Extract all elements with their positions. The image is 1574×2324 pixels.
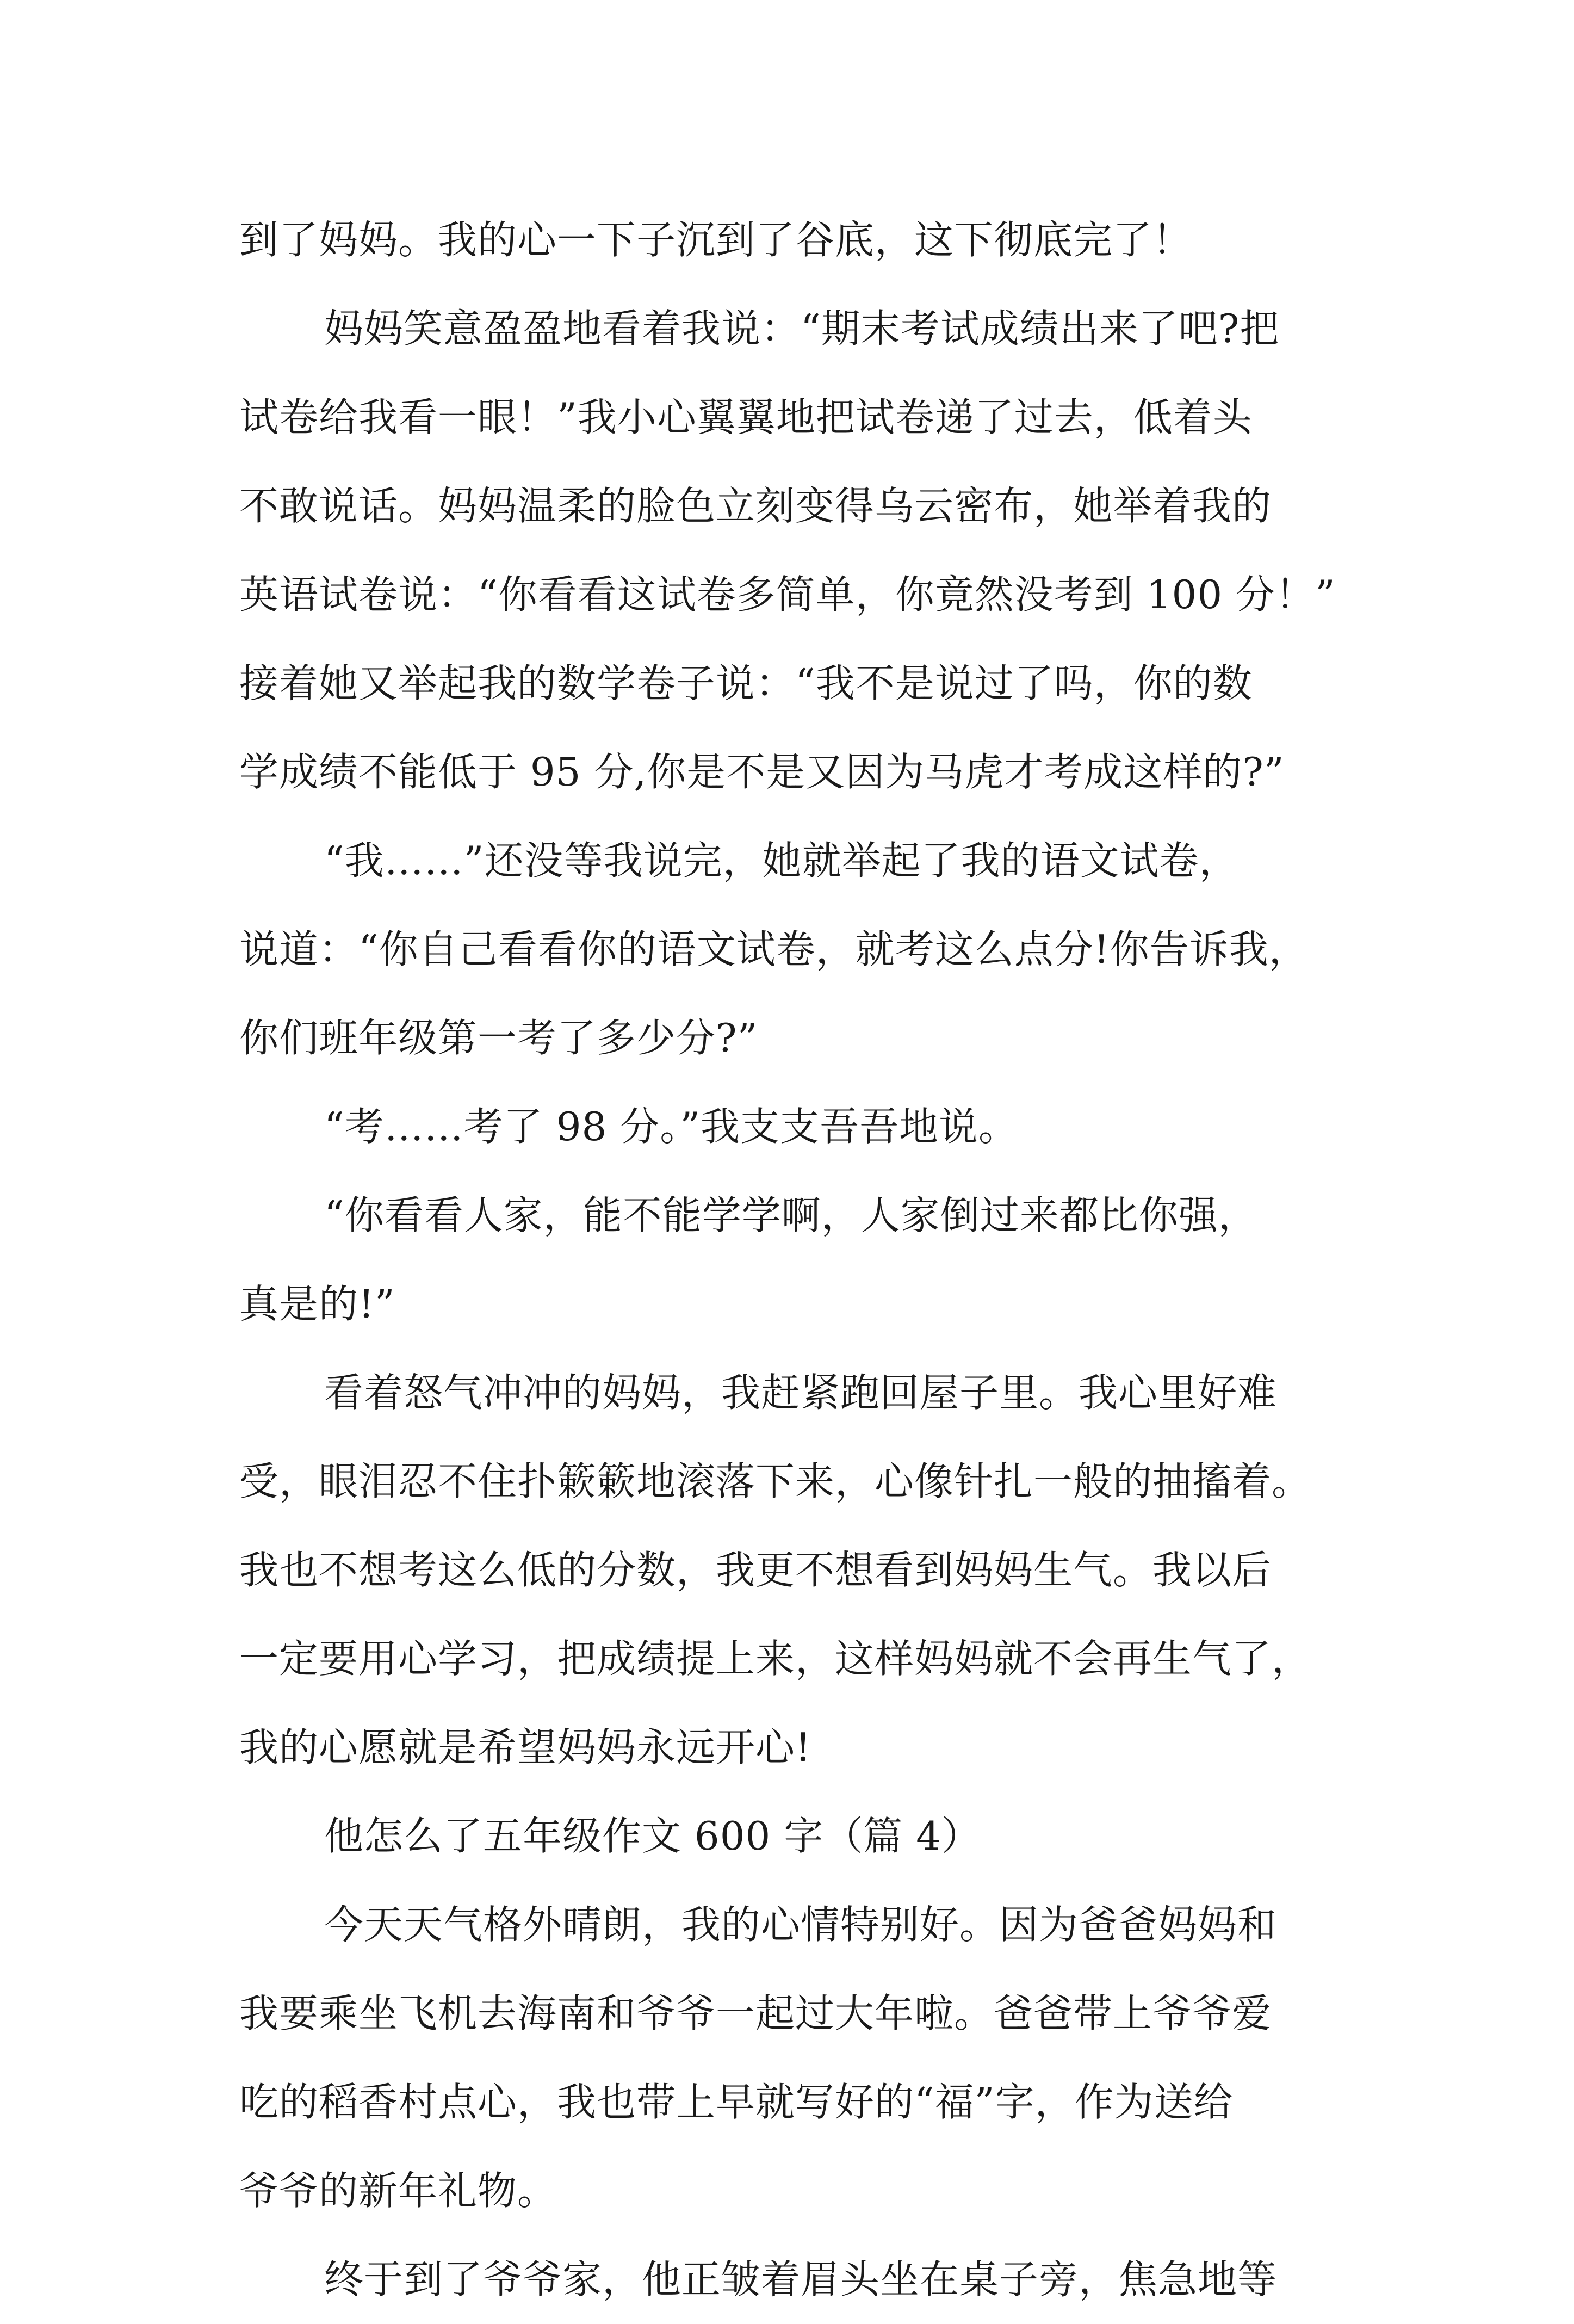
- text-line: 看着怒气冲冲的妈妈，我赶紧跑回屋子里。我心里好难: [324, 1370, 1278, 1416]
- text-line: 试卷给我看一眼！”我小心翼翼地把试卷递了过去，低着头: [239, 394, 1253, 440]
- text-line: 爷爷的新年礼物。: [239, 2168, 557, 2214]
- text-line: 我的心愿就是希望妈妈永远开心!: [239, 1725, 811, 1770]
- text-line: 学成绩不能低于 95 分,你是不是又因为马虎才考成这样的?”: [239, 749, 1285, 795]
- text-line: 真是的!”: [239, 1281, 395, 1327]
- text-line: 接着她又举起我的数学卷子说：“我不是说过了吗，你的数: [239, 660, 1253, 706]
- text-line: 我也不想考这么低的分数，我更不想看到妈妈生气。我以后: [239, 1547, 1272, 1593]
- body-text: [239, 196, 1343, 2324]
- text-line: 英语试卷说：“你看看这试卷多简单，你竟然没考到 100 分！”: [239, 572, 1336, 617]
- text-line: “考……考了 98 分。”我支支吾吾地说。: [324, 1104, 1019, 1149]
- text-line: 你们班年级第一考了多少分?”: [239, 1015, 758, 1061]
- text-line: 到了妈妈。我的心一下子沉到了谷底，这下彻底完了！: [239, 217, 1193, 263]
- text-line: “我……”还没等我说完，她就举起了我的语文试卷，: [324, 838, 1239, 883]
- text-line: “你看看人家，能不能学学啊，人家倒过来都比你强，: [324, 1192, 1258, 1238]
- text-line: 受，眼泪忍不住扑簌簌地滚落下来，心像针扎一般的抽搐着。: [239, 1458, 1312, 1504]
- text-line: 终于到了爷爷家，他正皱着眉头坐在桌子旁，焦急地等: [324, 2257, 1278, 2302]
- text-line: 一定要用心学习，把成绩提上来，这样妈妈就不会再生气了，: [239, 1636, 1312, 1682]
- section-heading: 他怎么了五年级作文 600 字（篇 4）: [324, 1813, 981, 1859]
- text-line: 我要乘坐飞机去海南和爷爷一起过大年啦。爸爸带上爷爷爱: [239, 1991, 1272, 2036]
- text-line: 今天天气格外晴朗，我的心情特别好。因为爸爸妈妈和: [324, 1902, 1278, 1948]
- text-line: 不敢说话。妈妈温柔的脸色立刻变得乌云密布，她举着我的: [239, 483, 1272, 529]
- text-line: 说道：“你自己看看你的语文试卷，就考这么点分!你告诉我，: [239, 926, 1309, 972]
- text-line: 吃的稻香村点心，我也带上早就写好的“福”字，作为送给: [239, 2079, 1234, 2125]
- text-line: 妈妈笑意盈盈地看着我说：“期末考试成绩出来了吧?把: [324, 306, 1280, 351]
